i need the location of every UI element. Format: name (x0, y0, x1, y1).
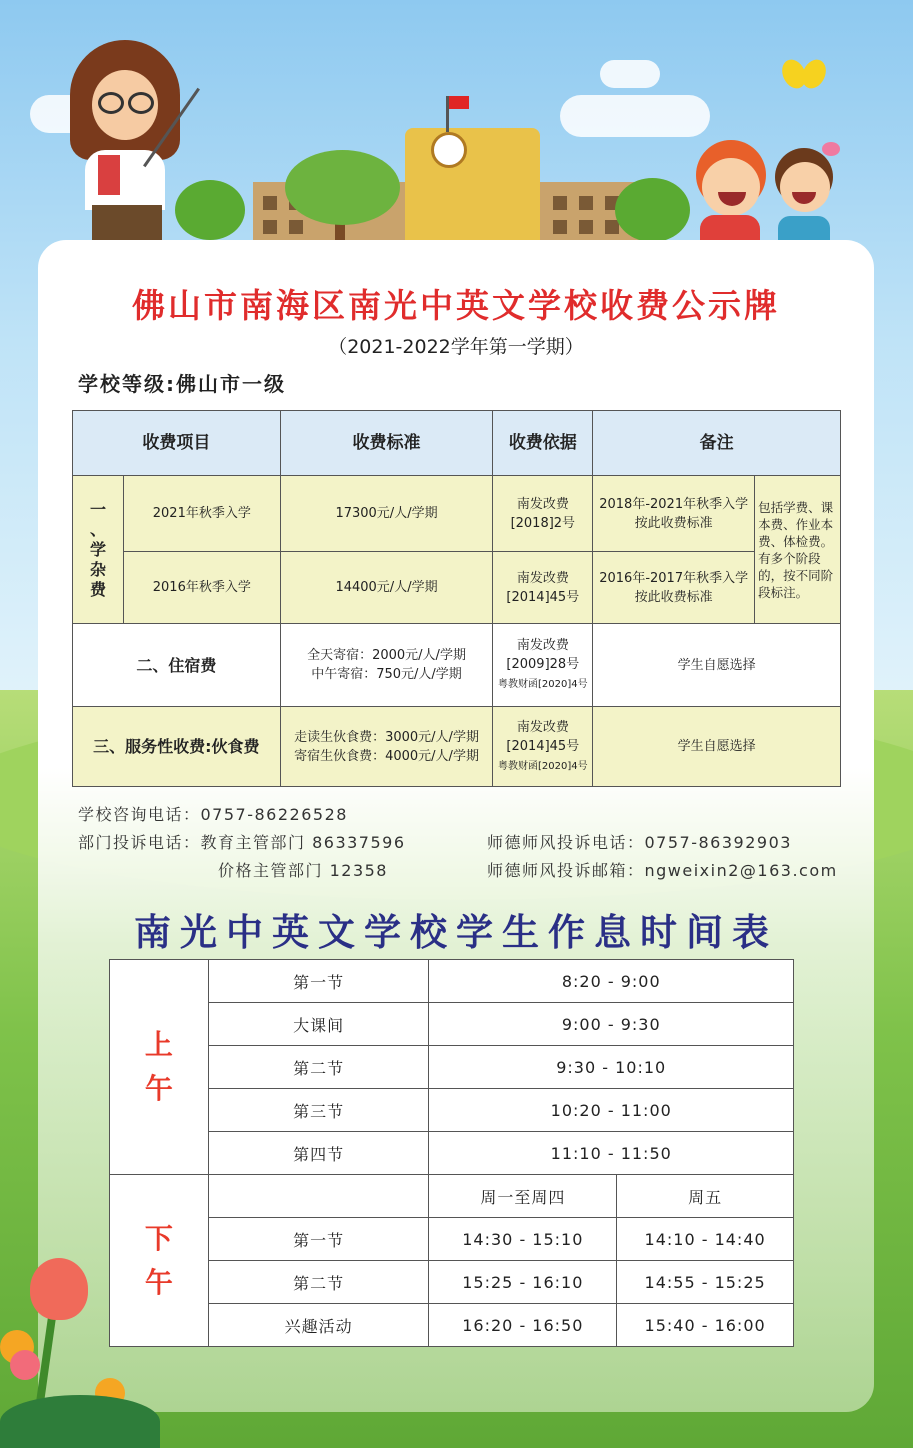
fee-basis-text: 南发改费 [2014]45号 (506, 719, 580, 754)
fee-basis (493, 476, 593, 552)
period-time: 11:10 - 11:50 (429, 1132, 794, 1175)
header-cell: 收费项目 (73, 411, 281, 476)
afternoon-label (110, 1175, 209, 1347)
leaves (0, 1395, 160, 1448)
fee-standard: 17300元/人/学期 (280, 476, 493, 552)
period-time: 14:30 - 15:10 (429, 1218, 617, 1261)
period-name: 第三节 (208, 1089, 429, 1132)
table-row (110, 1089, 794, 1132)
ethics-complaint-phone: 师德师风投诉电话：0757-86392903 (487, 833, 792, 852)
period-time: 10:20 - 11:00 (429, 1089, 794, 1132)
fee-remark: 学生自愿选择 (593, 707, 841, 787)
fee-item-boarding: 二、住宿费 (73, 624, 281, 707)
clock-icon (431, 132, 467, 168)
period-name: 第一节 (208, 1218, 429, 1261)
table-row (73, 624, 841, 707)
butterfly-icon (783, 55, 829, 95)
fee-basis-text: 南发改费 [2018]2号 (510, 496, 576, 531)
period-time: 15:25 - 16:10 (429, 1261, 617, 1304)
fee-standard-text: 走读生伙食费：3000元/人/学期 寄宿生伙食费：4000元/人/学期 (294, 729, 479, 764)
period-time: 9:30 - 10:10 (429, 1046, 794, 1089)
fee-standard (280, 624, 493, 707)
fee-basis-text: 南发改费 [2009]28号 (506, 638, 580, 672)
page-subtitle: （2021-2022学年第一学期） (328, 336, 584, 358)
complaint-dept-phone: 部门投诉电话：教育主管部门 86337596 (78, 833, 406, 852)
tulip-icon (30, 1258, 88, 1320)
header-cell: 备注 (593, 411, 841, 476)
period-time: 14:55 - 15:25 (617, 1261, 794, 1304)
period-name: 兴趣活动 (208, 1304, 429, 1347)
table-row (110, 1175, 794, 1218)
fee-shared-note: 包括学费、课本费、作业本费、体检费。有多个阶段的，按不同阶段标注。 (755, 476, 841, 624)
morning-label-text: 上 午 (144, 1028, 173, 1105)
fee-standard: 14400元/人/学期 (280, 552, 493, 624)
table-row (73, 552, 841, 624)
day-header: 周五 (617, 1175, 794, 1218)
school-level: 学校等级:佛山市一级 (78, 372, 286, 396)
consult-phone: 学校咨询电话：0757-86226528 (78, 805, 348, 824)
period-time: 14:10 - 14:40 (617, 1218, 794, 1261)
day-header: 周一至周四 (429, 1175, 617, 1218)
flower-icon (10, 1350, 40, 1380)
fee-remark: 学生自愿选择 (593, 624, 841, 707)
fee-basis (493, 552, 593, 624)
fee-item-service: 三、服务性收费:伙食费 (73, 707, 281, 787)
morning-label (110, 960, 209, 1175)
period-time: 15:40 - 16:00 (617, 1304, 794, 1347)
fee-table (72, 410, 841, 787)
table-row (110, 1132, 794, 1175)
flag-icon (449, 96, 469, 109)
fee-remark-text: 2018年-2021年秋季入学 按此收费标准 (599, 496, 749, 531)
table-row (110, 1304, 794, 1347)
tree-icon (285, 150, 400, 225)
ethics-complaint-email: 师德师风投诉邮箱：ngweixin2@163.com (487, 861, 838, 880)
fee-basis (493, 624, 593, 707)
price-dept-phone: 价格主管部门 12358 (218, 861, 388, 880)
period-name: 大课间 (208, 1003, 429, 1046)
fee-item: 2016年秋季入学 (123, 552, 280, 624)
fee-basis-extra: 粤教财函[2020]4号 (498, 679, 588, 690)
fee-basis-text: 南发改费 [2014]45号 (506, 570, 580, 605)
cloud (560, 95, 710, 137)
table-row (110, 1218, 794, 1261)
fee-basis-extra: 粤教财函[2020]4号 (498, 760, 588, 772)
tree-icon (615, 178, 690, 242)
header-cell: 收费标准 (280, 411, 493, 476)
tree-icon (175, 180, 245, 240)
period-name: 第二节 (208, 1261, 429, 1304)
schedule-table (109, 959, 794, 1347)
schedule-title: 南光中英文学校学生作息时间表 (134, 911, 778, 954)
teacher-illustration (70, 40, 180, 240)
girl-illustration (770, 148, 840, 242)
header-cell: 收费依据 (493, 411, 593, 476)
fee-standard-text: 全天寄宿：2000元/人/学期 中午寄宿：750元/人/学期 (307, 648, 466, 682)
period-name: 第四节 (208, 1132, 429, 1175)
fee-basis (493, 707, 593, 787)
table-row (110, 960, 794, 1003)
table-row (110, 1261, 794, 1304)
period-time: 16:20 - 16:50 (429, 1304, 617, 1347)
school-tower (405, 128, 540, 242)
fee-category-misc: 一 、 学 杂 费 (73, 476, 124, 624)
empty-cell (208, 1175, 429, 1218)
fee-item: 2021年秋季入学 (123, 476, 280, 552)
table-row (110, 1003, 794, 1046)
page-title: 佛山市南海区南光中英文学校收费公示牌 (132, 286, 780, 325)
fee-table-header (73, 411, 841, 476)
boy-illustration (690, 140, 780, 240)
period-name: 第一节 (208, 960, 429, 1003)
table-row (73, 476, 841, 552)
period-time: 8:20 - 9:00 (429, 960, 794, 1003)
fee-standard (280, 707, 493, 787)
period-name: 第二节 (208, 1046, 429, 1089)
fee-remark (593, 552, 755, 624)
table-row (110, 1046, 794, 1089)
afternoon-label-text: 下 午 (144, 1221, 173, 1299)
fee-remark (593, 476, 755, 552)
fee-remark-text: 2016年-2017年秋季入学 按此收费标准 (599, 570, 749, 605)
table-row (73, 707, 841, 787)
cloud (600, 60, 660, 88)
period-time: 9:00 - 9:30 (429, 1003, 794, 1046)
